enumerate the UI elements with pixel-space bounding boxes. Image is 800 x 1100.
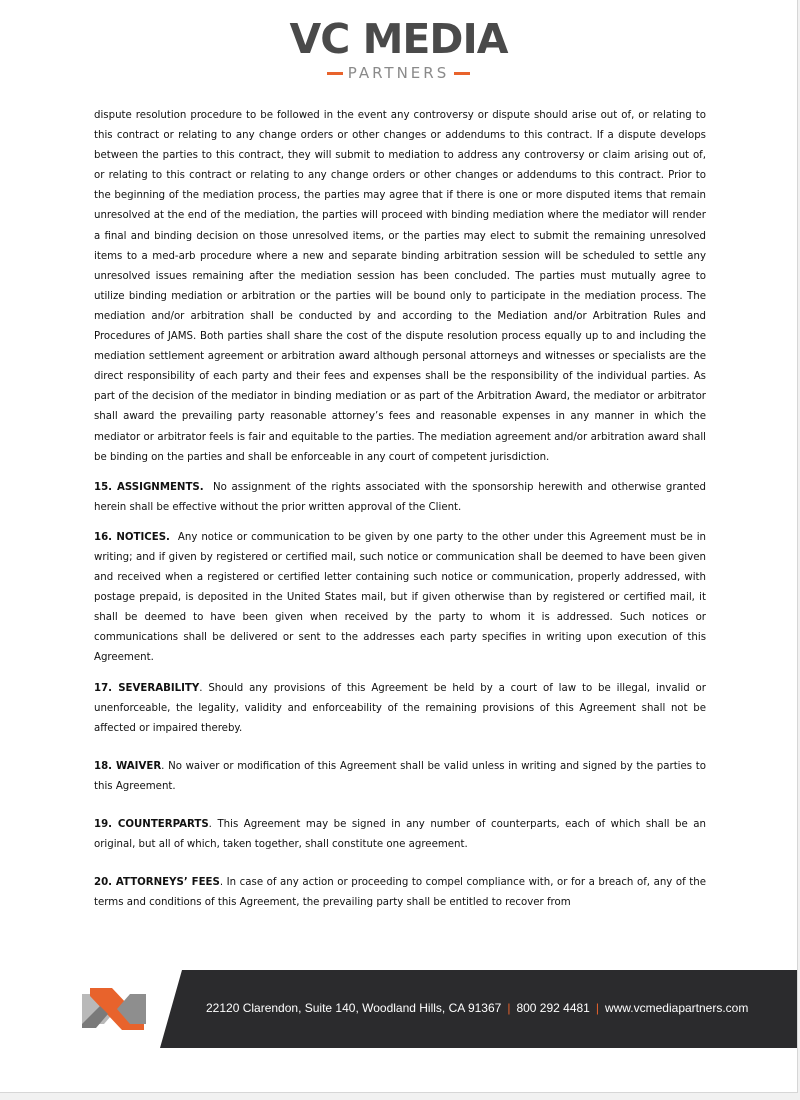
section-20 bbox=[94, 873, 706, 913]
brand-mark-icon bbox=[82, 984, 152, 1034]
logo-subtitle bbox=[0, 64, 797, 82]
logo-main-text: VC MEDIA bbox=[289, 15, 508, 63]
section-text: No assignment of the rights associated with the sponsorship herewith and otherwise granted herein shall be effective without the prior written approval of the Client. bbox=[94, 481, 706, 513]
section-text: . In case of any action or proceeding to compel compliance with, or for a breach of, any of the terms and conditions of this Agreement, the prevailing party shall be entitled to recover from bbox=[94, 877, 706, 909]
footer-phone: 800 292 4481 bbox=[516, 1001, 590, 1015]
section-19 bbox=[94, 815, 706, 855]
section-text: . This Agreement may be signed in any number of counterparts, each of which shall be an original, but all of which, taken together, shall constitute one agreement. bbox=[94, 819, 706, 851]
footer-separator: | bbox=[507, 1001, 511, 1015]
section-text: . Should any provisions of this Agreement be held by a court of law to be illegal, invalid or unenforceable, the legality, validity and enforceability of the remaining provisions of this Agreement shall not be affected or impaired thereby. bbox=[94, 682, 706, 734]
logo-sub-text: PARTNERS bbox=[347, 64, 450, 82]
document-body bbox=[94, 106, 706, 913]
section-text: Any notice or communication to be given by one party to the other under this Agreement must be in writing; and if given by registered or certified mail, such notice or communication shall be deemed to have been given and received when a registered or certified letter containing such notice or communication, properly addressed, with postage prepaid, is deposited in the United States mail, but if given otherwise than by registered or certified mail, it shall be deemed to have been given when received by the party to whom it is addressed. Such notices or communications shall be delivered or sent to the addresses each party specifies in writing upon execution of this Agreement. bbox=[94, 531, 706, 664]
footer-website[interactable]: www.vcmediapartners.com bbox=[604, 1001, 749, 1015]
section-heading: 17. SEVERABILITY bbox=[94, 682, 200, 694]
section-text: . No waiver or modification of this Agreement shall be valid unless in writing and signed by the parties to this Agreement. bbox=[94, 760, 706, 792]
footer-separator: | bbox=[595, 1001, 599, 1015]
company-logo bbox=[0, 16, 797, 82]
footer-contact bbox=[206, 1001, 748, 1015]
section-15 bbox=[94, 478, 706, 518]
footer-address: 22120 Clarendon, Suite 140, Woodland Hills, CA 91367 bbox=[206, 1001, 502, 1015]
section-16 bbox=[94, 528, 706, 669]
section-18 bbox=[94, 757, 706, 797]
section-heading: 16. NOTICES. bbox=[94, 531, 170, 543]
section-17 bbox=[94, 679, 706, 739]
logo-dash-right bbox=[454, 72, 470, 75]
section-heading: 20. ATTORNEYS’ FEES bbox=[94, 877, 220, 889]
section-heading: 15. ASSIGNMENTS. bbox=[94, 481, 204, 493]
section-heading: 19. COUNTERPARTS bbox=[94, 819, 209, 830]
logo-dash-left bbox=[327, 72, 343, 75]
page-footer bbox=[0, 970, 797, 1048]
section-heading: 18. WAIVER bbox=[94, 760, 162, 772]
intro-paragraph: dispute resolution procedure to be followed in the event any controversy or dispute should arise out of, or relating to this contract or relating to any change orders or other changes or addendums to this contract. If a dispute develops between the parties to this contract, they will submit to mediation to address any controversy or claim arising out of, or relating to this contract or relating to any change orders or other changes or addendums to this contract. Prior to the beginning of the mediation process, the parties may agree that if there is one or more disputed items that remain unresolved at the end of the mediation, the parties will proceed with binding mediation where the mediator will render a final and binding decision on those unresolved items, or the parties may elect to submit the remaining unresolved items to a med-arb procedure where a new and separate binding arbitration session will be scheduled to settle any unresolved issues remaining after the mediation session has been concluded. The parties must mutually agree to utilize binding mediation or arbitration or the parties will be bound only to participate in the mediation process. The mediation and/or arbitration shall be conducted by and according to the Mediation and/or Arbitration Rules and Procedures of JAMS. Both parties shall share the cost of the dispute resolution process equally up to and including the mediation settlement agreement or arbitration award although personal attorneys and witnesses or specialists are the direct responsibility of each party and their fees and expenses shall be the responsibility of the individual parties. As part of the decision of the mediator in binding mediation or as part of the Arbitration Award, the mediator or arbitrator shall award the prevailing party reasonable attorney’s fees and reasonable expenses in any manner in which the mediator or arbitrator feels is fair and equitable to the parties. The mediation agreement and/or arbitration award shall be binding on the parties and shall be enforceable in any court of competent jurisdiction. bbox=[94, 110, 706, 463]
